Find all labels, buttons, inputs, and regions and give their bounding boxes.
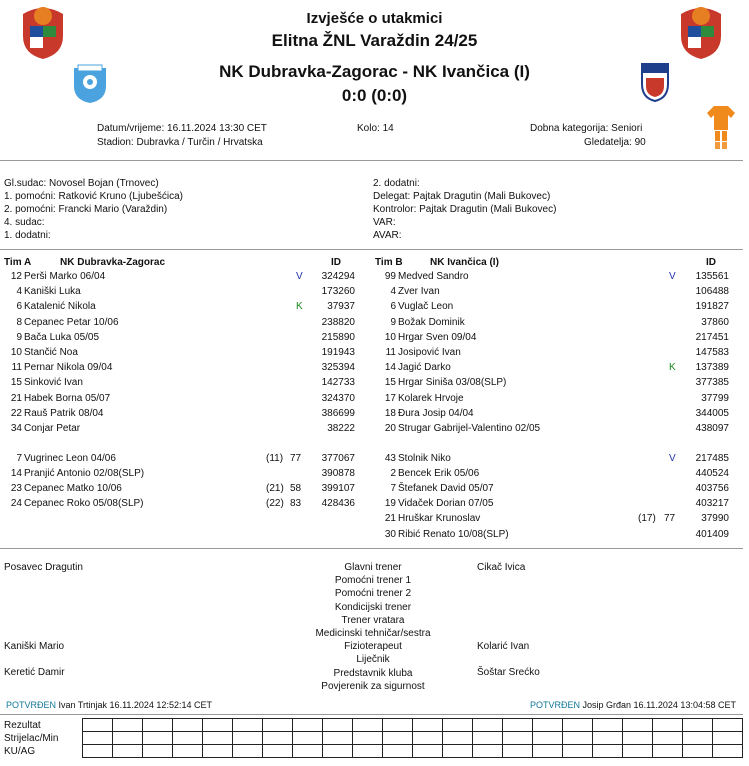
result-grid-cell — [143, 745, 173, 758]
player-name: Zver Ivan — [398, 286, 440, 298]
result-grid-cell — [113, 732, 143, 745]
goalkeeper-mark: V — [669, 452, 676, 464]
result-grid-cell — [653, 732, 683, 745]
result-grid-cell — [203, 732, 233, 745]
result-grid-cell — [473, 732, 503, 745]
result-grid-cell — [173, 719, 203, 732]
player-name: Jagić Darko — [398, 362, 451, 374]
staff-role-label: Povjerenik za sigurnost — [321, 680, 425, 692]
result-grid-cell — [533, 732, 563, 745]
team-b-confirmed-by: Josip Grđan 16.11.2024 13:04:58 CET — [582, 700, 736, 710]
result-grid-cell — [713, 732, 743, 745]
staff-role-label: Pomoćni trener 2 — [334, 588, 412, 600]
staff-role-label: Fizioterapeut — [344, 641, 402, 653]
result-grid-cell — [323, 745, 353, 758]
team-a-head-coach: Posavec Dragutin — [4, 562, 83, 573]
staff-role-label: Pomoćni trener 1 — [334, 575, 412, 587]
result-grid-cell — [533, 719, 563, 732]
team-a-confirmation — [6, 699, 212, 712]
result-grid-cell — [383, 719, 413, 732]
result-grid-cell — [353, 719, 383, 732]
result-grid-cell — [533, 745, 563, 758]
player-name: Božak Dominik — [398, 316, 465, 328]
player-name: Katalenić Nikola — [24, 301, 96, 313]
result-grid-cell — [293, 745, 323, 758]
player-id: 137389 — [695, 362, 729, 374]
player-id: 37937 — [327, 301, 355, 313]
player-id: 401409 — [695, 528, 729, 540]
player-name: Cepanec Roko 05/08(SLP) — [24, 498, 144, 510]
result-grid-cell — [83, 732, 113, 745]
player-id: 37860 — [701, 316, 729, 328]
sub-for-number: (22) — [266, 498, 284, 510]
result-grid-cell — [503, 732, 533, 745]
player-number: 34 — [10, 423, 22, 434]
divider — [0, 548, 743, 549]
result-grid-cell — [443, 719, 473, 732]
player-id: 37799 — [701, 392, 729, 404]
player-number: 7 — [16, 452, 22, 464]
team-b-confirmation — [530, 699, 736, 712]
staff-role-label: Glavni trener — [344, 562, 402, 573]
player-number: 12 — [10, 271, 22, 282]
team-b-physio: Kolarić Ivan — [477, 641, 530, 652]
staff-role-label: Trener vratara — [341, 614, 405, 626]
result-grid-cell — [143, 732, 173, 745]
player-name: Pernar Nikola 09/04 — [24, 362, 113, 374]
player-id: 191943 — [321, 347, 355, 358]
result-grid-cell — [623, 745, 653, 758]
player-number: 4 — [390, 286, 396, 298]
player-id: 377067 — [321, 452, 355, 464]
player-id: 238820 — [321, 316, 355, 328]
confirmed-label: POTVRĐEN — [6, 700, 57, 710]
scorer-label: Strijelac/Min — [4, 733, 59, 744]
player-name: Stančić Noa — [24, 347, 78, 358]
result-grid-cell — [563, 732, 593, 745]
age-category: Dobna kategorija: Seniori — [530, 123, 643, 134]
result-grid-cell — [173, 732, 203, 745]
player-id: 344005 — [695, 407, 729, 419]
result-grid — [82, 718, 743, 758]
result-grid-cell — [623, 719, 653, 732]
result-grid-cell — [233, 745, 263, 758]
result-grid-cell — [353, 745, 383, 758]
player-number: 23 — [10, 483, 22, 495]
player-name: Bencek Erik 05/06 — [398, 467, 480, 479]
result-grid-cell — [563, 719, 593, 732]
player-number: 14 — [384, 362, 396, 374]
player-name: Strugar Gabrijel-Valentino 02/05 — [398, 423, 541, 434]
player-number: 43 — [384, 452, 396, 464]
result-grid-cell — [323, 719, 353, 732]
sub-for-number: (21) — [266, 483, 284, 495]
official-line: 4. sudac: — [4, 217, 45, 228]
result-grid-cell — [623, 732, 653, 745]
goalkeeper-mark: V — [669, 271, 676, 282]
player-number: 11 — [11, 362, 22, 374]
result-grid-cell — [713, 719, 743, 732]
sub-minute: 83 — [290, 498, 302, 510]
match-stadium: Stadion: Dubravka / Turčin / Hrvatska — [97, 137, 263, 148]
player-id: 38222 — [327, 423, 355, 434]
player-name: Medved Sandro — [398, 271, 469, 282]
sub-for-number: (11) — [266, 452, 284, 464]
team-b-name: NK Ivančica (I) — [430, 257, 499, 268]
result-grid-cell — [323, 732, 353, 745]
player-number: 10 — [384, 331, 396, 343]
player-number: 21 — [10, 392, 22, 404]
result-grid-cell — [413, 745, 443, 758]
team-a-confirmed-by: Ivan Trtinjak 16.11.2024 12:52:14 CET — [58, 700, 212, 710]
player-id: 399107 — [321, 483, 355, 495]
team-a-club-rep: Keretić Damir — [4, 667, 65, 678]
result-grid-cell — [233, 719, 263, 732]
player-number: 6 — [390, 301, 396, 313]
player-id: 438097 — [695, 423, 729, 434]
player-name: Perši Marko 06/04 — [24, 271, 106, 282]
result-grid-cell — [413, 719, 443, 732]
player-name: Pranjić Antonio 02/08(SLP) — [24, 467, 145, 479]
player-name: Đura Josip 04/04 — [398, 407, 474, 419]
player-number: 24 — [10, 498, 22, 510]
player-name: Vugrinec Leon 04/06 — [24, 452, 116, 464]
team-a-physio: Kaniški Mario — [4, 641, 65, 652]
player-id: 191827 — [695, 301, 729, 313]
sub-minute: 77 — [290, 452, 302, 464]
player-id: 142733 — [321, 377, 355, 389]
player-id: 390878 — [321, 467, 355, 479]
player-name: Cepanec Matko 10/06 — [24, 483, 122, 495]
official-line: 1. pomoćni: Ratković Kruno (Ljubešćica) — [4, 191, 183, 202]
result-grid-cell — [263, 719, 293, 732]
result-grid-cell — [443, 745, 473, 758]
player-name: Sinković Ivan — [24, 377, 83, 389]
player-name: Vidaček Dorian 07/05 — [398, 498, 494, 510]
confirmed-label: POTVRĐEN — [530, 700, 581, 710]
result-grid-cell — [83, 745, 113, 758]
player-number: 7 — [390, 483, 396, 495]
player-number: 8 — [16, 316, 22, 328]
player-id: 325394 — [321, 362, 355, 374]
team-b-id-header: ID — [706, 257, 716, 268]
result-grid-cell — [683, 745, 713, 758]
player-id: 147583 — [695, 347, 729, 358]
sub-minute: 58 — [290, 483, 302, 495]
result-grid-cell — [173, 745, 203, 758]
player-id: 428436 — [321, 498, 355, 510]
result-grid-cell — [383, 732, 413, 745]
player-name: Ribić Renato 10/08(SLP) — [398, 528, 509, 540]
result-grid-cell — [473, 719, 503, 732]
result-grid-cell — [143, 719, 173, 732]
result-grid-cell — [203, 745, 233, 758]
player-id: 37990 — [701, 513, 729, 525]
result-grid-cell — [293, 719, 323, 732]
match-title: NK Dubravka-Zagorac - NK Ivančica (I) — [219, 62, 530, 81]
player-number: 4 — [16, 286, 22, 298]
result-grid-cell — [413, 732, 443, 745]
player-number: 14 — [10, 467, 22, 479]
player-id: 324370 — [321, 392, 355, 404]
player-id: 135561 — [695, 271, 729, 282]
result-grid-cell — [503, 719, 533, 732]
result-grid-cell — [593, 719, 623, 732]
player-number: 99 — [384, 271, 396, 282]
player-number: 6 — [16, 301, 22, 313]
result-grid-cell — [683, 732, 713, 745]
player-name: Hrgar Siniša 03/08(SLP) — [398, 377, 507, 389]
player-name: Conjar Petar — [24, 423, 81, 434]
divider — [0, 249, 743, 250]
player-name: Stolnik Niko — [398, 452, 451, 464]
player-id: 403756 — [695, 483, 729, 495]
team-b-club-rep: Šoštar Srećko — [477, 667, 540, 678]
official-line: 2. pomoćni: Francki Mario (Varaždin) — [4, 204, 168, 215]
result-grid-cell — [263, 732, 293, 745]
match-datetime: Datum/vrijeme: 16.11.2024 13:30 CET — [97, 123, 267, 134]
player-number: 15 — [10, 377, 22, 389]
result-grid-cell — [683, 719, 713, 732]
player-id: 440524 — [695, 467, 729, 479]
player-name: Josipović Ivan — [398, 347, 461, 358]
player-id: 217451 — [695, 331, 729, 343]
team-b-label: Tim B — [375, 257, 403, 268]
result-grid-cell — [293, 732, 323, 745]
official-line: VAR: — [373, 217, 396, 228]
player-name: Kaniški Luka — [24, 286, 81, 298]
player-name: Cepanec Petar 10/06 — [24, 316, 119, 328]
officials-left — [4, 177, 183, 242]
player-name: Kolarek Hrvoje — [398, 392, 464, 404]
player-number: 10 — [10, 347, 22, 358]
player-number: 2 — [390, 467, 396, 479]
result-grid-cell — [443, 732, 473, 745]
staff-role-label: Kondicijski trener — [334, 601, 412, 613]
player-id: 324294 — [321, 271, 355, 282]
result-grid-cell — [653, 745, 683, 758]
player-number: 22 — [10, 407, 22, 419]
captain-mark: K — [296, 301, 303, 313]
player-number: 19 — [384, 498, 396, 510]
player-number: 9 — [16, 331, 22, 343]
result-label: Rezultat — [4, 720, 41, 731]
report-title: Izvješće o utakmici — [306, 10, 443, 27]
ku-ag-label: KU/AG — [4, 746, 36, 757]
result-grid-cell — [503, 745, 533, 758]
player-number: 20 — [384, 423, 396, 434]
official-line: 1. dodatni: — [4, 230, 51, 241]
player-id: 377385 — [695, 377, 729, 389]
player-id: 386699 — [321, 407, 355, 419]
player-number: 18 — [384, 407, 396, 419]
player-name: Štefanek David 05/07 — [398, 483, 494, 495]
result-grid-cell — [83, 719, 113, 732]
result-grid-cell — [563, 745, 593, 758]
official-line: Kontrolor: Pajtak Dragutin (Mali Bukovec) — [373, 204, 557, 215]
official-line: Delegat: Pajtak Dragutin (Mali Bukovec) — [373, 191, 551, 202]
player-number: 15 — [384, 377, 396, 389]
result-grid-cell — [353, 732, 383, 745]
staff-role-label: Predstavnik kluba — [333, 667, 413, 679]
team-a-id-header: ID — [331, 257, 341, 268]
result-grid-cell — [383, 745, 413, 758]
officials-right — [373, 177, 556, 242]
staff-role-label: Medicinski tehničar/sestra — [315, 628, 431, 639]
player-name: Habek Borna 05/07 — [24, 392, 111, 404]
official-line: 2. dodatni: — [373, 178, 420, 189]
player-id: 215890 — [321, 331, 355, 343]
player-number: 17 — [384, 392, 396, 404]
team-a-label: Tim A — [4, 257, 32, 268]
staff-role-label: Liječnik — [356, 654, 390, 666]
result-grid-cell — [203, 719, 233, 732]
result-grid-cell — [263, 745, 293, 758]
result-grid-cell — [473, 745, 503, 758]
player-id: 217485 — [695, 452, 729, 464]
sub-minute: 77 — [664, 513, 676, 525]
player-name: Rauš Patrik 08/04 — [24, 407, 104, 419]
player-name: Vuglač Leon — [398, 301, 454, 313]
result-grid-cell — [593, 732, 623, 745]
official-line: Gl.sudac: Novosel Bojan (Trnovec) — [4, 178, 159, 189]
result-grid-cell — [113, 719, 143, 732]
team-b-head-coach: Cikač Ivica — [477, 562, 526, 573]
player-number: 9 — [390, 316, 396, 328]
divider — [0, 714, 743, 715]
divider — [0, 160, 743, 161]
result-grid-row — [83, 719, 743, 732]
player-number: 21 — [384, 513, 396, 525]
result-grid-cell — [653, 719, 683, 732]
player-id: 173260 — [321, 286, 355, 298]
match-score: 0:0 (0:0) — [341, 86, 408, 105]
result-grid-cell — [713, 745, 743, 758]
referee-kit-icon — [706, 104, 736, 150]
player-id: 403217 — [695, 498, 729, 510]
player-id: 106488 — [695, 286, 729, 298]
result-grid-row — [83, 732, 743, 745]
official-line: AVAR: — [373, 230, 402, 241]
result-grid-cell — [233, 732, 263, 745]
player-name: Bača Luka 05/05 — [24, 331, 100, 343]
result-grid-cell — [593, 745, 623, 758]
match-round: Kolo: 14 — [357, 123, 394, 134]
captain-mark: K — [669, 362, 676, 374]
player-name: Hruškar Krunoslav — [398, 513, 481, 525]
league-title: Elitna ŽNL Varaždin 24/25 — [271, 31, 478, 50]
sub-for-number: (17) — [638, 513, 656, 525]
result-grid-cell — [113, 745, 143, 758]
team-a-name: NK Dubravka-Zagorac — [60, 257, 166, 268]
player-name: Hrgar Sven 09/04 — [398, 331, 477, 343]
player-number: 30 — [384, 528, 396, 540]
result-grid-row — [83, 745, 743, 758]
spectators: Gledatelja: 90 — [584, 137, 646, 148]
player-number: 11 — [385, 347, 396, 358]
goalkeeper-mark: V — [296, 271, 303, 282]
